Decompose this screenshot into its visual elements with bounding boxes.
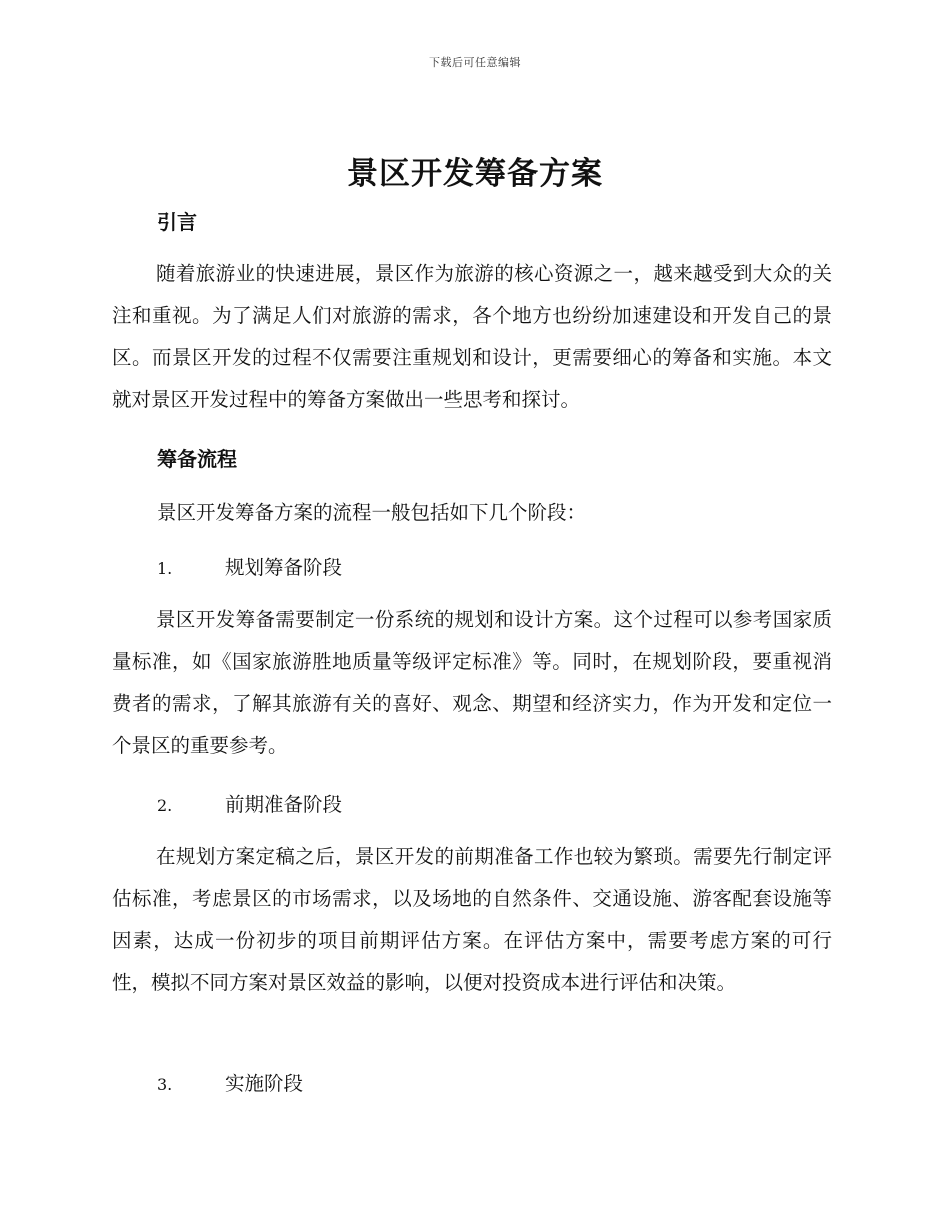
page-header-note: 下载后可任意编辑 [429,56,521,69]
document-title: 景区开发筹备方案 [347,156,603,192]
stage-1-item [157,552,342,580]
stage-1-title: 规划筹备阶段 [225,556,343,579]
process-heading: 筹备流程 [157,447,237,471]
stage-2-item [157,789,342,817]
stage-1-number: 1. [157,559,173,578]
process-lead-text: 景区开发筹备方案的流程一般包括如下几个阶段： [157,501,587,524]
stage-3-item [157,1068,303,1096]
intro-paragraph: 随着旅游业的快速进展，景区作为旅游的核心资源之一，越来越受到大众的关注和重视。为了满足人们对旅游的需求，各个地方也纷纷加速建设和开发自己的景区。而景区开发的过程不仅需要注重规划和设计，更需要细心的筹备和实施。本文就对景区开发过程中的筹备方案做出一些思考和探讨。 [112,262,832,411]
stage-2-title: 前期准备阶段 [225,793,343,816]
stage-1-paragraph: 景区开发筹备需要制定一份系统的规划和设计方案。这个过程可以参考国家质量标准，如《国家旅游胜地质量等级评定标准》等。同时，在规划阶段，要重视消费者的需求，了解其旅游有关的喜好、观念、期望和经济实力，作为开发和定位一个景区的重要参考。 [112,608,832,757]
stage-2-number: 2. [157,796,173,815]
intro-heading: 引言 [157,210,197,234]
stage-3-number: 3. [157,1075,173,1094]
stage-3-title: 实施阶段 [225,1072,304,1095]
stage-2-paragraph: 在规划方案定稿之后，景区开发的前期准备工作也较为繁琐。需要先行制定评估标准，考虑景区的市场需求，以及场地的自然条件、交通设施、游客配套设施等因素，达成一份初步的项目前期评估方案。在评估方案中，需要考虑方案的可行性，模拟不同方案对景区效益的影响，以便对投资成本进行评估和决策。 [112,845,832,994]
